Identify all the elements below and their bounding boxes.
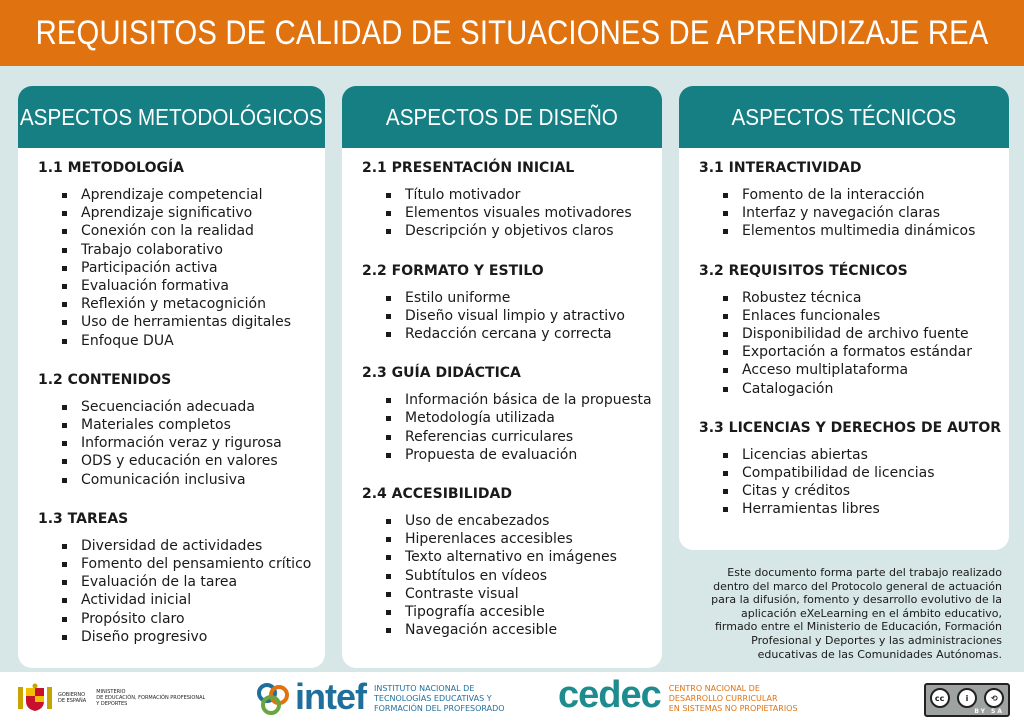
list-item: Uso de encabezados bbox=[386, 512, 642, 530]
list-item: Conexión con la realidad bbox=[62, 222, 305, 240]
column-heading-label: ASPECTOS TÉCNICOS bbox=[731, 103, 957, 130]
list-item: Evaluación formativa bbox=[62, 277, 305, 295]
column-heading-label: ASPECTOS METODOLÓGICOS bbox=[20, 103, 323, 130]
section-title: 3.2 REQUISITOS TÉCNICOS bbox=[699, 262, 908, 279]
section bbox=[699, 419, 1002, 519]
intef-subtitle bbox=[374, 684, 505, 714]
list-item: Navegación accesible bbox=[386, 621, 642, 639]
column-heading bbox=[679, 86, 1009, 148]
section-title: 2.1 PRESENTACIÓN INICIAL bbox=[362, 160, 575, 176]
section-list bbox=[38, 398, 305, 489]
cedec-line: CENTRO NACIONAL DE bbox=[668, 683, 760, 693]
cc-icon: cc bbox=[930, 688, 950, 708]
list-item: Compatibilidad de licencias bbox=[723, 464, 989, 482]
list-item: Título motivador bbox=[386, 186, 642, 204]
column-heading bbox=[342, 86, 662, 148]
column-diseno bbox=[342, 86, 662, 668]
section-title: 2.3 GUÍA DIDÁCTICA bbox=[362, 365, 521, 382]
list-item: Aprendizaje competencial bbox=[62, 186, 305, 204]
list-item: Redacción cercana y correcta bbox=[386, 325, 642, 343]
intef-line: TECNOLOGÍAS EDUCATIVAS Y bbox=[374, 694, 492, 703]
list-item: Contraste visual bbox=[386, 585, 642, 603]
section-list bbox=[699, 186, 989, 241]
ministry-line: Y DEPORTES bbox=[96, 701, 128, 707]
section-title: 3.3 LICENCIAS Y DERECHOS DE AUTOR bbox=[699, 419, 1002, 436]
list-item: Interfaz y navegación claras bbox=[723, 204, 989, 222]
list-item: Información básica de la propuesta bbox=[386, 391, 642, 409]
cedec-subtitle bbox=[669, 684, 798, 714]
list-item: Aprendizaje significativo bbox=[62, 204, 305, 222]
column-tecnicos bbox=[679, 86, 1009, 550]
cc-license-label: BY SA bbox=[974, 708, 1004, 715]
list-item: Herramientas libres bbox=[723, 500, 989, 518]
intef-wordmark: intef bbox=[295, 676, 366, 717]
list-item: Evaluación de la tarea bbox=[62, 573, 305, 591]
cedec-logo bbox=[558, 674, 798, 717]
list-item: Metodología utilizada bbox=[386, 409, 642, 427]
list-item: Elementos visuales motivadores bbox=[386, 204, 642, 222]
list-item: Participación activa bbox=[62, 259, 305, 277]
column-body bbox=[342, 148, 662, 668]
section bbox=[362, 365, 652, 464]
intef-logo bbox=[255, 676, 505, 718]
cedec-wordmark: cedec bbox=[558, 674, 661, 716]
gov-line: DE ESPAÑA bbox=[58, 698, 87, 704]
list-item: Catalogación bbox=[723, 380, 989, 398]
gobierno-logo bbox=[16, 683, 205, 713]
gobierno-text bbox=[58, 692, 86, 704]
creative-commons-badge bbox=[924, 683, 1010, 717]
list-item: Reflexión y metacognición bbox=[62, 295, 305, 313]
section-list bbox=[38, 186, 305, 350]
section bbox=[362, 160, 642, 241]
section-list bbox=[699, 289, 989, 398]
list-item: Propósito claro bbox=[62, 610, 305, 628]
section-list bbox=[362, 186, 642, 241]
cedec-line: EN SISTEMAS NO PROPIETARIOS bbox=[668, 703, 798, 713]
list-item: Descripción y objetivos claros bbox=[386, 222, 642, 240]
list-item: Información veraz y rigurosa bbox=[62, 434, 305, 452]
title-bar bbox=[0, 0, 1024, 66]
list-item: Acceso multiplataforma bbox=[723, 361, 989, 379]
list-item: Enlaces funcionales bbox=[723, 307, 989, 325]
cedec-line: DESARROLLO CURRICULAR bbox=[668, 693, 778, 703]
section bbox=[38, 160, 305, 350]
section-list bbox=[362, 289, 642, 344]
section-list bbox=[362, 391, 652, 464]
section bbox=[362, 486, 642, 639]
list-item: Fomento de la interacción bbox=[723, 186, 989, 204]
footnote: Este documento forma parte del trabajo realizado dentro del marco del Protocolo general de actuación para la difusión, fomento y desarrollo evolutivo de la aplicación eXeLearning en el ámbito educativo, firmado entre el Ministerio de Educación, Formación Profesional y Deportes y las administraciones educativas de las Comunidades Autónomas. bbox=[711, 566, 1002, 661]
list-item: Uso de herramientas digitales bbox=[62, 313, 305, 331]
column-heading-label: ASPECTOS DE DISEÑO bbox=[385, 103, 618, 130]
intef-line: FORMACIÓN DEL PROFESORADO bbox=[374, 704, 505, 713]
section bbox=[699, 263, 989, 398]
section bbox=[699, 160, 989, 241]
column-body bbox=[679, 148, 1009, 550]
list-item: Diversidad de actividades bbox=[62, 537, 305, 555]
list-item: Disponibilidad de archivo fuente bbox=[723, 325, 989, 343]
list-item: Secuenciación adecuada bbox=[62, 398, 305, 416]
list-item: Propuesta de evaluación bbox=[386, 446, 642, 464]
list-item: Subtítulos en vídeos bbox=[386, 567, 642, 585]
list-item: Materiales completos bbox=[62, 416, 305, 434]
spain-coat-of-arms-icon bbox=[16, 683, 54, 713]
column-body bbox=[18, 148, 325, 668]
section bbox=[362, 263, 642, 344]
list-item: Texto alternativo en imágenes bbox=[386, 548, 642, 566]
list-item: Actividad inicial bbox=[62, 591, 305, 609]
list-item: Citas y créditos bbox=[723, 482, 989, 500]
column-metodologicos bbox=[18, 86, 325, 668]
intef-mark-icon bbox=[255, 681, 293, 717]
column-heading bbox=[18, 86, 325, 148]
list-item: Estilo uniforme bbox=[386, 289, 642, 307]
gov-line: GOBIERNO bbox=[58, 692, 86, 698]
list-item: Exportación a formatos estándar bbox=[723, 343, 989, 361]
list-item: Licencias abiertas bbox=[723, 446, 989, 464]
list-item: Fomento del pensamiento crítico bbox=[62, 555, 305, 573]
ministry-line: DE EDUCACIÓN, FORMACIÓN PROFESIONAL bbox=[96, 695, 206, 701]
section-list bbox=[38, 537, 312, 646]
list-item: Enfoque DUA bbox=[62, 332, 305, 350]
section-list bbox=[699, 446, 989, 519]
list-item: Trabajo colaborativo bbox=[62, 241, 305, 259]
list-item: Diseño visual limpio y atractivo bbox=[386, 307, 642, 325]
sa-icon: ⟲ bbox=[984, 688, 1004, 708]
intef-line: INSTITUTO NACIONAL DE bbox=[374, 684, 475, 693]
section-title: 1.3 TAREAS bbox=[38, 510, 129, 527]
list-item: Referencias curriculares bbox=[386, 428, 642, 446]
list-item: Comunicación inclusiva bbox=[62, 471, 305, 489]
section bbox=[38, 372, 305, 489]
section-title: 3.1 INTERACTIVIDAD bbox=[699, 160, 862, 176]
list-item: ODS y educación en valores bbox=[62, 452, 305, 470]
section-list bbox=[362, 512, 642, 639]
section-title: 2.4 ACCESIBILIDAD bbox=[362, 486, 513, 503]
by-icon: i bbox=[957, 688, 977, 708]
list-item: Elementos multimedia dinámicos bbox=[723, 222, 989, 240]
list-item: Diseño progresivo bbox=[62, 628, 305, 646]
list-item: Hiperenlaces accesibles bbox=[386, 530, 642, 548]
section-title: 1.2 CONTENIDOS bbox=[38, 371, 172, 388]
ministry-line: MINISTERIO bbox=[96, 689, 126, 695]
list-item: Tipografía accesible bbox=[386, 603, 642, 621]
page-title: REQUISITOS DE CALIDAD DE SITUACIONES DE APRENDIZAJE REA bbox=[35, 13, 989, 52]
list-item: Robustez técnica bbox=[723, 289, 989, 307]
section-title: 1.1 METODOLOGÍA bbox=[38, 160, 185, 176]
ministerio-text bbox=[96, 689, 205, 707]
section bbox=[38, 510, 312, 646]
section-title: 2.2 FORMATO Y ESTILO bbox=[362, 262, 544, 279]
